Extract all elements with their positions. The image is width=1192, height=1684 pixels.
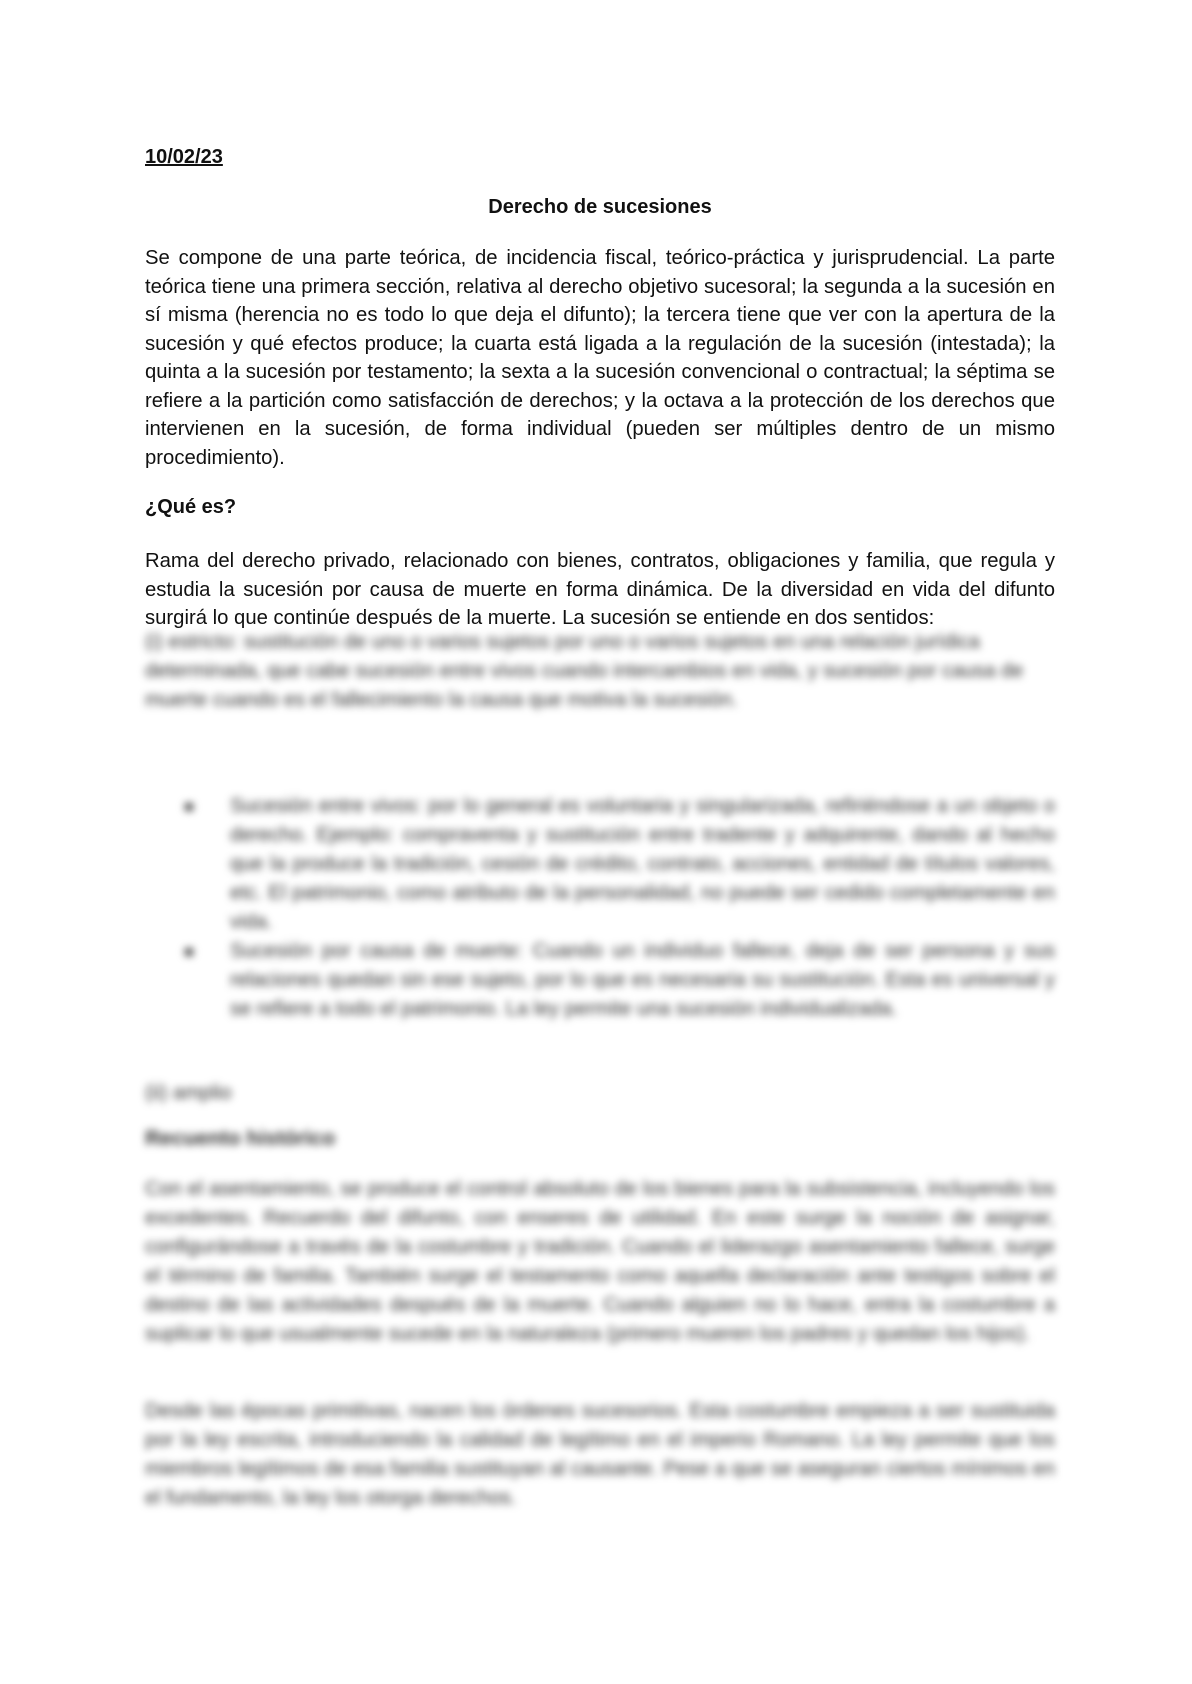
blurred-paragraph-text: Desde las épocas primitivas, nacen los órdenes sucesorios. Esta costumbre empieza a ser sustituida por la ley escrita, introduciendo la calidad de legítimo en el imperio Romano. La ley permite que los miembros legítimos de esa familia sustituyan al causante. Pese a que se aseguran ciertos mínimos en el fundamento, la ley los otorga derechos. — [145, 1400, 1055, 1509]
intro-paragraph: Se compone de una parte teórica, de incidencia fiscal, teórico-práctica y jurisprudencial. La parte teórica tiene una primera sección, relativa al derecho objetivo sucesoral; la segunda a la sucesión en sí misma (herencia no es todo lo que deja el difunto); la tercera tiene que ver con la apertura de la sucesión y qué efectos produce; la cuarta está ligada a la regulación de la sucesión (intestada); la quinta a la sucesión por testamento; la sexta a la sucesión convencional o contractual; la séptima se refiere a la partición como satisfacción de derechos; y la octava a la protección de los derechos que intervienen en la sucesión, de forma individual (pueden ser múltiples dentro de un mismo procedimiento). — [145, 247, 1055, 469]
list-item — [145, 792, 1055, 937]
section-heading-que-es: ¿Qué es? — [145, 496, 237, 518]
blurred-paragraph — [145, 1397, 1055, 1513]
list-item — [145, 937, 1055, 1024]
list-item-text: Sucesión por causa de muerte: Cuando un individuo fallece, deja de ser persona y sus relaciones quedan sin ese sujeto, por lo que es necesaria su sustitución. Esta es universal y se refiere a todo el patrimonio. La ley permite una sucesión individualizada. — [230, 940, 1055, 1020]
blurred-amplio: (ii) amplio — [145, 1082, 232, 1104]
blurred-paragraph — [145, 1175, 1055, 1349]
blurred-bullet-list — [145, 792, 1055, 1024]
blurred-intro-text: (i) estricto: sustitución de uno o varios sujetos por uno o varios sujetos en una relación jurídica determinada, que cabe sucesión entre vivos cuando intercambios en vida, y sucesión por causa de muerte cuando es el fallecimiento la causa que motiva la sucesión. — [145, 631, 1024, 711]
document-title: Derecho de sucesiones — [488, 196, 712, 218]
bullet-icon — [185, 803, 193, 811]
definition-paragraph: Rama del derecho privado, relacionado con bienes, contratos, obligaciones y familia, que regula y estudia la sucesión por causa de muerte en forma dinámica. De la diversidad en vida del difunto surgirá lo que continúe después de la muerte. La sucesión se entiende en dos sentidos: — [145, 550, 1055, 629]
blurred-intro — [145, 628, 1055, 715]
list-item-text: Sucesión entre vivos: por lo general es voluntaria y singularizada, refiriéndose a un objeto o derecho. Ejemplo: compraventa y sustitución entre tradente y adquirente, dando al hecho que la produce la tradición, cesión de crédito, contrato, acciones, entidad de títulos valores, etc. El patrimonio, como atributo de la personalidad, no puede ser cedido completamente en vida. — [230, 795, 1055, 933]
document-date: 10/02/23 — [145, 146, 223, 168]
blurred-paragraph-text: Con el asentamiento, se produce el control absoluto de los bienes para la subsistencia, incluyendo los excedentes. Recuerdo del difunto, con enseres de utilidad. En este surge la noción de asignar, configurándose a través de la costumbre y tradición. Cuando el liderazgo asentamiento fallece, surge el término de familia. También surge el testamento como aquella declaración ante testigos sobre el destino de las actividades después de la muerte. Cuando alguien no lo hace, entra la costumbre a suplicar lo que usualmente sucede en la naturaleza (primero mueren los padres y quedan los hijos). — [145, 1178, 1055, 1345]
blurred-heading: Recuento histórico — [145, 1127, 336, 1150]
bullet-icon — [185, 948, 193, 956]
